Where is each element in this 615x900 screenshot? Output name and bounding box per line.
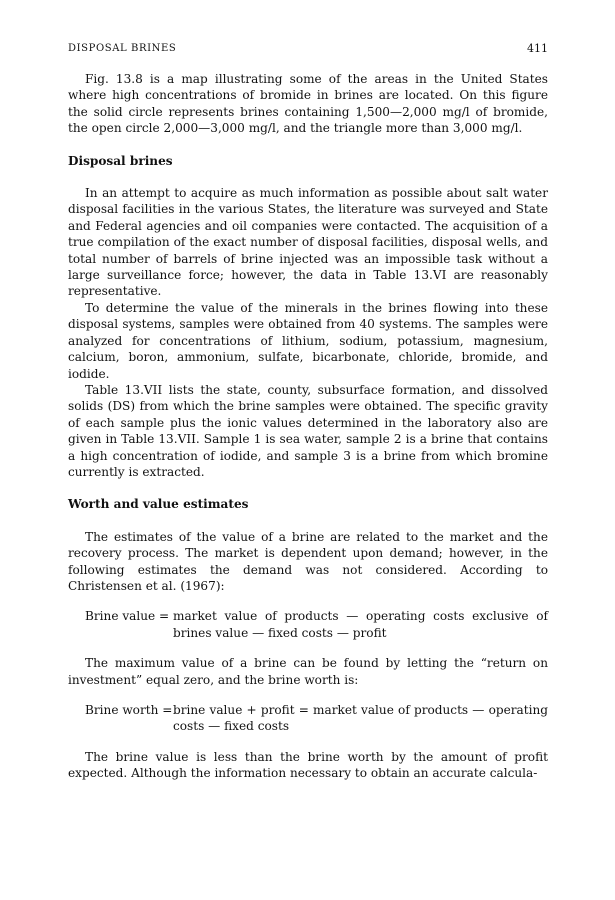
equation-brine-worth [68, 702, 548, 735]
paragraph-profit-difference: The brine value is less than the brine worth by the amount of profit expected. Although the information necessary to obtain an accurate calcula- [68, 749, 548, 781]
page-number: 411 [527, 41, 548, 55]
running-header [68, 38, 548, 58]
running-title: DISPOSAL BRINES [68, 42, 177, 54]
paragraph-mineral-samples: To determine the value of the minerals in the brines flowing into these disposal systems, samples were obtained from 40 systems. The samples were analyzed for concentrations of lithium, sodium, potassium, magnesium, calcium, boron, ammonium, sulfate, bicarbonate, chloride, bromide, and iodide. [68, 300, 548, 381]
paragraph-market-estimates: The estimates of the value of a brine are related to the market and the recovery process. The market is dependent upon demand; however, in the following estimates the demand was not considered. According to Christensen et al. (1967): [68, 529, 548, 593]
equation-lhs: Brine value = [85, 609, 170, 624]
paragraph-table-description: Table 13.VII lists the state, county, subsurface formation, and dissolved solids (DS) from which the brine samples were obtained. The specific gravity of each sample plus the ionic values determined in the laboratory also are given in Table 13.VII. Sample 1 is sea water, sample 2 is a brine that contains a high concentration of iodide, and sample 3 is a brine from which bromine currently is extracted. [68, 382, 548, 479]
paragraph-maximum-value: The maximum value of a brine can be found by letting the “return on investment” equal zero, and the brine worth is: [68, 656, 548, 687]
section-heading-worth-value: Worth and value estimates [68, 497, 249, 512]
page [68, 38, 548, 782]
equation-rhs: market value of products — operating costs exclusive of brines value — fixed costs — profit [173, 609, 548, 640]
equation-rhs: brine value + profit = market value of products — operating costs — fixed costs [173, 703, 548, 734]
equation-brine-value [68, 608, 548, 641]
section-heading-disposal-brines: Disposal brines [68, 153, 173, 168]
paragraph-literature-survey: In an attempt to acquire as much information as possible about salt water disposal facilities in the various States, the literature was surveyed and State and Federal agencies and oil companies were contacted. The acquisition of a true compilation of the exact number of disposal facilities, disposal wells, and total number of barrels of brine injected was an impossible task without a large surveillance force; however, the data in Table 13.VI are reasonably representative. [68, 186, 548, 299]
paragraph-bromide-map: Fig. 13.8 is a map illustrating some of the areas in the United States where high concentrations of bromide in brines are located. On this figure the solid circle represents brines containing 1,500—2,000 mg/l of bromide, the open circle 2,000—3,000 mg/l, and the triangle more than 3,000 mg/l. [68, 72, 548, 136]
equation-lhs: Brine worth = [85, 703, 173, 717]
